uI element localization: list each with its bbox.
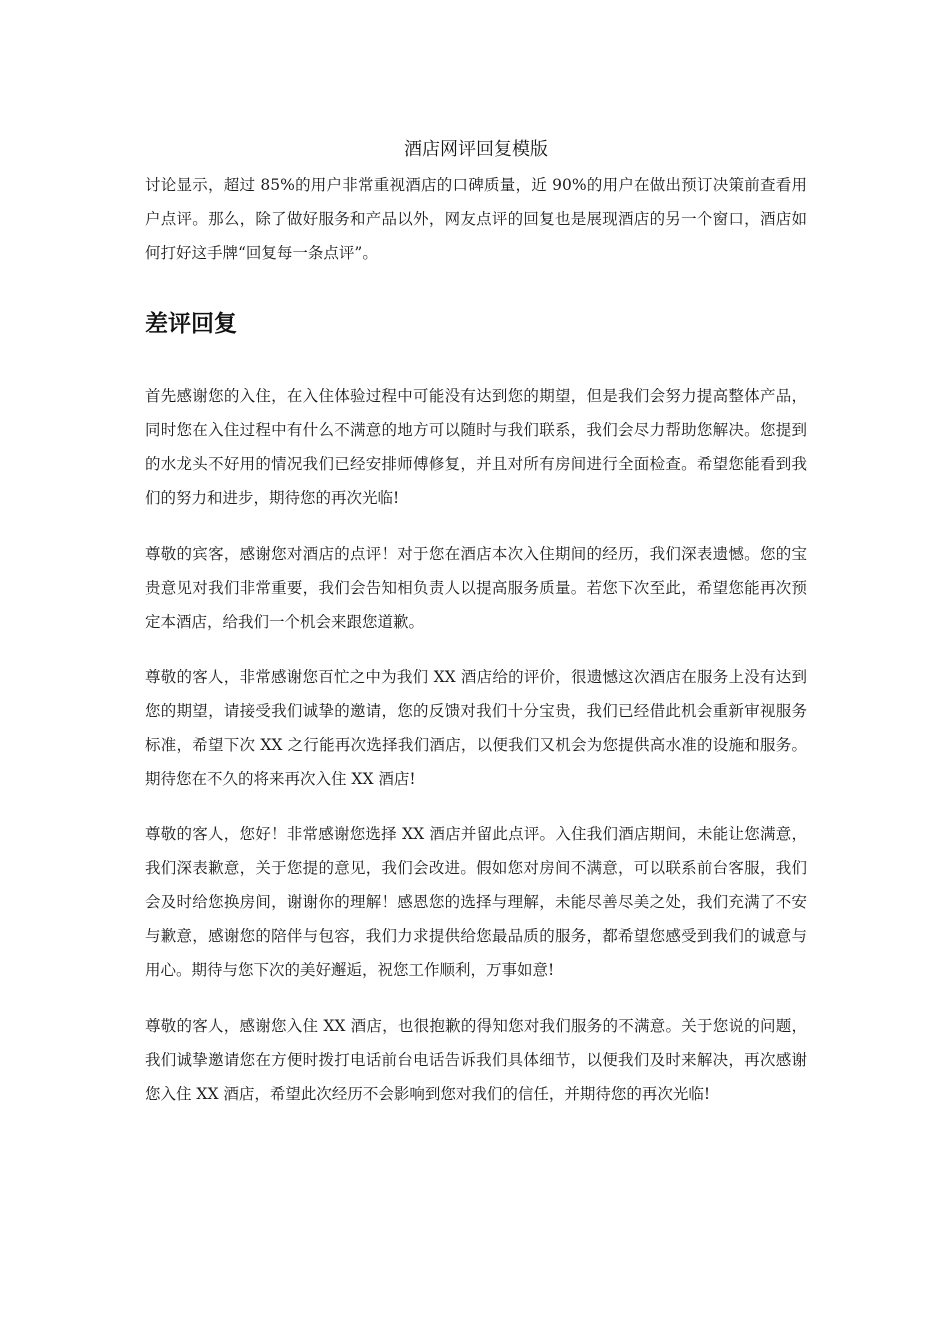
reply-template-2: 尊敬的宾客，感谢您对酒店的点评！对于您在酒店本次入住期间的经历，我们深表遗憾。您的宝贵意见对我们非常重要，我们会告知相负责人以提高服务质量。若您下次至此，希望您能再次预定本酒店，给我们一个机会来跟您道歉。 xyxy=(145,545,807,631)
document-title: 酒店网评回复模版 xyxy=(404,139,548,160)
section-heading-negative-reviews: 差评回复 xyxy=(145,310,237,337)
intro-paragraph: 讨论显示，超过 85%的用户非常重视酒店的口碑质量，近 90%的用户在做出预订决策前查看用户点评。那么，除了做好服务和产品以外，网友点评的回复也是展现酒店的另一个窗口，酒店如何打好这手牌“回复每一条点评”。 xyxy=(145,176,807,262)
reply-template-4: 尊敬的客人，您好！非常感谢您选择 XX 酒店并留此点评。入住我们酒店期间，未能让您满意，我们深表歉意，关于您提的意见，我们会改进。假如您对房间不满意，可以联系前台客服，我们会及时给您换房间，谢谢你的理解！感恩您的选择与理解，未能尽善尽美之处，我们充满了不安与歉意，感谢您的陪伴与包容，我们力求提供给您最品质的服务，都希望您感受到我们的诚意与用心。期待与您下次的美好邂逅，祝您工作顺利，万事如意! xyxy=(145,825,807,979)
reply-template-1: 首先感谢您的入住，在入住体验过程中可能没有达到您的期望，但是我们会努力提高整体产品，同时您在入住过程中有什么不满意的地方可以随时与我们联系，我们会尽力帮助您解决。您提到的水龙头不好用的情况我们已经安排师傅修复，并且对所有房间进行全面检查。希望您能看到我们的努力和进步，期待您的再次光临! xyxy=(145,387,807,507)
reply-template-3: 尊敬的客人，非常感谢您百忙之中为我们 XX 酒店给的评价，很遗憾这次酒店在服务上没有达到您的期望，请接受我们诚挚的邀请，您的反馈对我们十分宝贵，我们已经借此机会重新审视服务标准，希望下次 XX 之行能再次选择我们酒店，以便我们又机会为您提供高水准的设施和服务。期待您在不久的将来再次入住 XX 酒店! xyxy=(145,668,807,788)
reply-template-5: 尊敬的客人，感谢您入住 XX 酒店，也很抱歉的得知您对我们服务的不满意。关于您说的问题，我们诚挚邀请您在方便时拨打电话前台电话告诉我们具体细节，以便我们及时来解决，再次感谢您入住 XX 酒店，希望此次经历不会影响到您对我们的信任，并期待您的再次光临! xyxy=(145,1017,807,1103)
